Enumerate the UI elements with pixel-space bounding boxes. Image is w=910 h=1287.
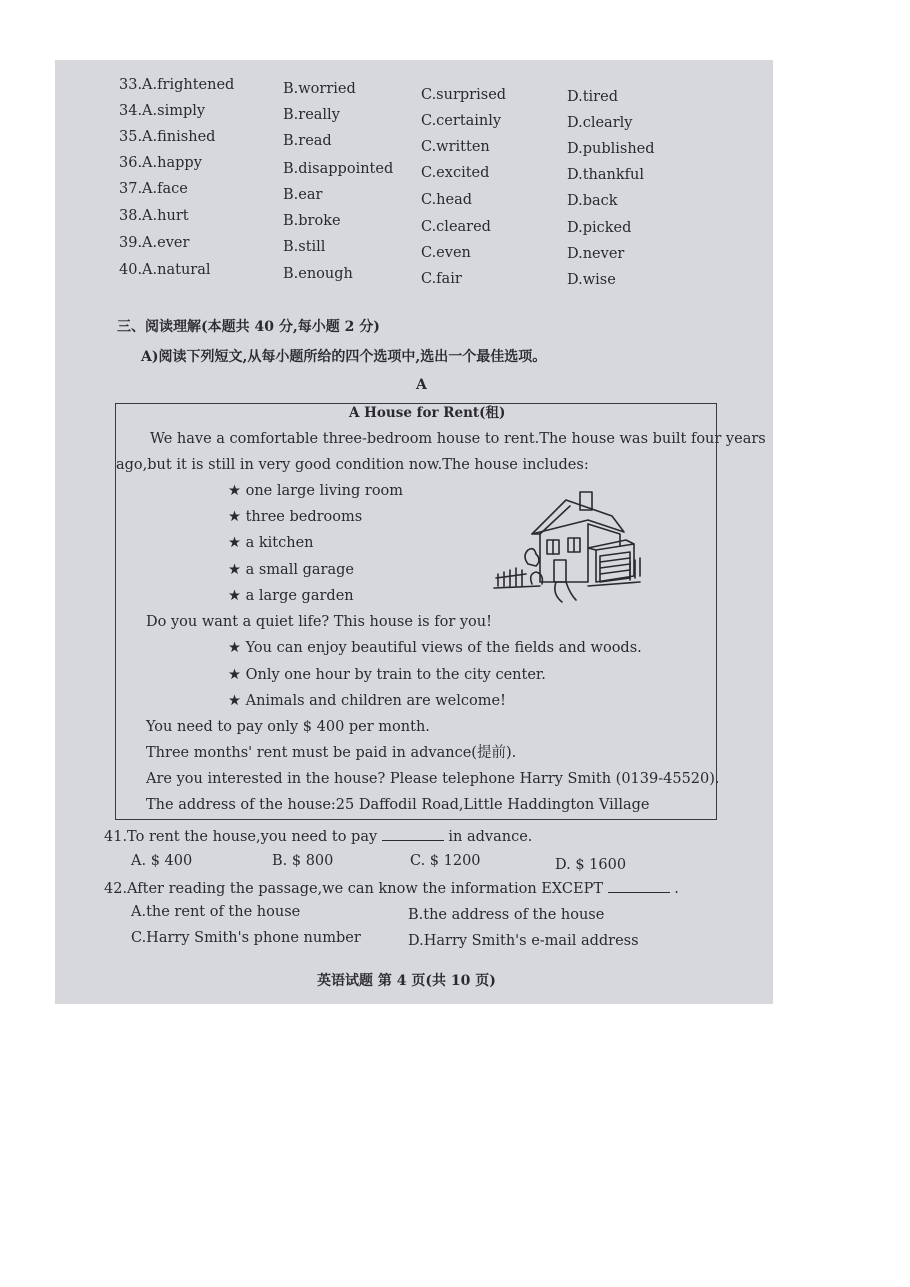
feature-item: ★ a kitchen [228, 535, 314, 551]
option-a: 35.A.finished [119, 129, 216, 145]
option-d: D.tired [567, 89, 618, 105]
option-b: B.still [283, 239, 326, 255]
section-heading: 三、阅读理解(本题共 40 分,每小题 2 分) [117, 319, 380, 335]
section-instruction: A)阅读下列短文,从每小题所给的四个选项中,选出一个最佳选项。 [141, 349, 547, 365]
choice: D. $ 1600 [555, 857, 627, 873]
ad-title: A House for Rent(租) [349, 405, 506, 421]
question-stem-end: . [674, 881, 679, 897]
option-a: 40.A.natural [119, 262, 211, 278]
option-d: D.wise [567, 272, 616, 288]
feature-item: ★ a large garden [228, 588, 354, 604]
option-c: C.certainly [421, 113, 502, 129]
benefit-item: ★ Animals and children are welcome! [228, 693, 506, 709]
question-stem: 41.To rent the house,you need to pay [104, 829, 378, 845]
option-a: 34.A.simply [119, 103, 206, 119]
option-c: C.excited [421, 165, 490, 181]
ad-contact-line: Are you interested in the house? Please telephone Harry Smith (0139-45520). [146, 771, 720, 787]
feature-item: ★ a small garage [228, 562, 354, 578]
option-b: B.really [283, 107, 340, 123]
question-stem: 42.After reading the passage,we can know the information EXCEPT [104, 881, 604, 897]
rent-ad-box [115, 403, 766, 820]
option-c: C.surprised [421, 87, 507, 103]
option-c: C.even [421, 245, 471, 261]
choice: A. $ 400 [131, 853, 193, 869]
option-a: 37.A.face [119, 181, 188, 197]
ad-rent-line: You need to pay only $ 400 per month. [146, 719, 430, 735]
option-d: D.picked [567, 220, 632, 236]
option-d: D.thankful [567, 167, 644, 183]
exam-page [55, 60, 773, 1004]
option-b: B.broke [283, 213, 341, 229]
answer-blank [608, 878, 670, 893]
ad-advance-line: Three months' rent must be paid in advance(提前). [146, 745, 517, 761]
option-d: D.never [567, 246, 625, 262]
choice: B. $ 800 [272, 853, 334, 869]
option-b: B.ear [283, 187, 323, 203]
feature-item: ★ one large living room [228, 483, 404, 499]
choice: D.Harry Smith's e-mail address [408, 933, 639, 949]
option-c: C.cleared [421, 219, 491, 235]
option-d: D.published [567, 141, 655, 157]
choice: A.the rent of the house [131, 904, 301, 920]
page-footer: 英语试题 第 4 页(共 10 页) [317, 973, 496, 989]
option-a: 38.A.hurt [119, 208, 189, 224]
option-d: D.clearly [567, 115, 633, 131]
house-illustration [492, 490, 642, 608]
option-b: B.read [283, 133, 332, 149]
option-a: 33.A.frightened [119, 77, 235, 93]
choice: B.the address of the house [408, 907, 605, 923]
option-b: B.enough [283, 266, 353, 282]
benefit-item: ★ You can enjoy beautiful views of the fields and woods. [228, 640, 642, 656]
option-d: D.back [567, 193, 618, 209]
option-c: C.fair [421, 271, 462, 287]
choice: C.Harry Smith's phone number [131, 930, 361, 946]
ad-intro-line: We have a comfortable three-bedroom house to rent.The house was built four years [150, 431, 766, 447]
option-c: C.written [421, 139, 490, 155]
ad-address-line: The address of the house:25 Daffodil Road,Little Haddington Village [146, 797, 650, 813]
option-c: C.head [421, 192, 473, 208]
choice: C. $ 1200 [410, 853, 481, 869]
option-a: 36.A.happy [119, 155, 202, 171]
benefit-item: ★ Only one hour by train to the city center. [228, 667, 546, 683]
feature-item: ★ three bedrooms [228, 509, 363, 525]
option-b: B.worried [283, 81, 356, 97]
option-b: B.disappointed [283, 161, 394, 177]
passage-label: A [416, 377, 427, 393]
answer-blank [382, 826, 444, 841]
ad-intro-line: ago,but it is still in very good condition now.The house includes: [116, 457, 589, 473]
ad-quiet-line: Do you want a quiet life? This house is for you! [146, 614, 492, 630]
option-a: 39.A.ever [119, 235, 190, 251]
question-stem-end: in advance. [448, 829, 533, 845]
